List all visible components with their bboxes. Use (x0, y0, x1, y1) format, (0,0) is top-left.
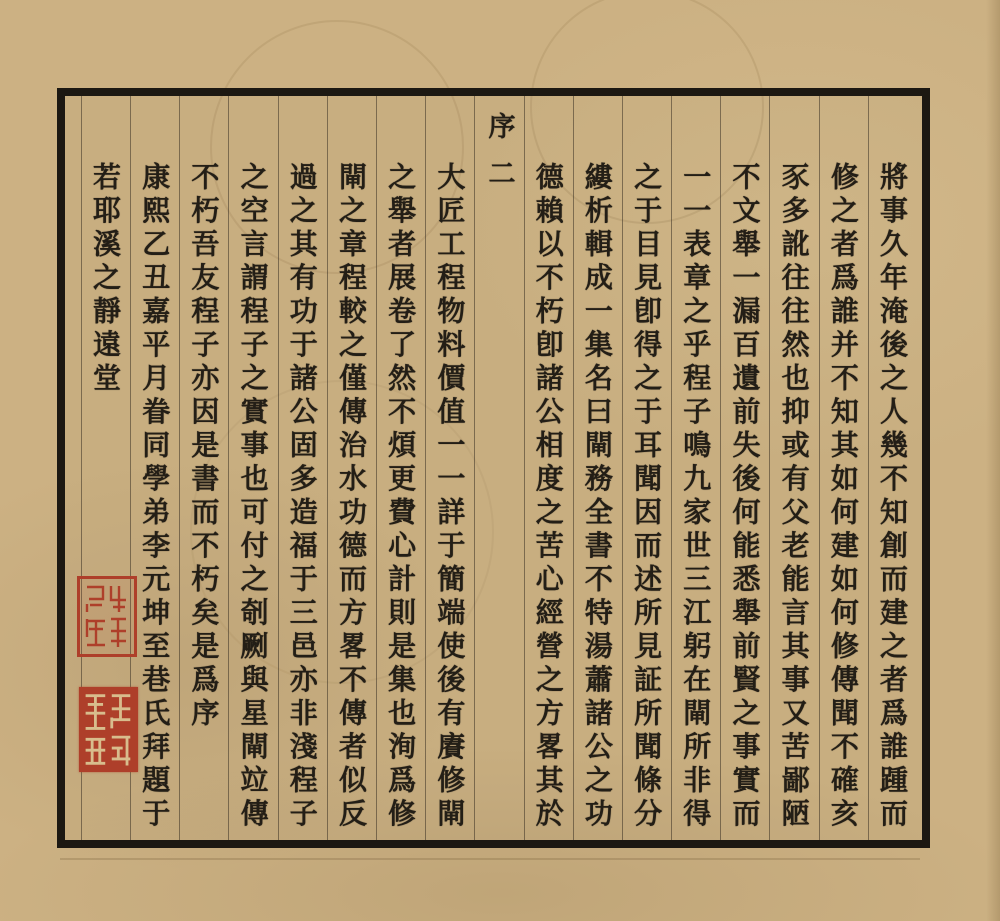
text-column-2: 修之者爲誰并不知其如何建如何修傳聞不確亥 (819, 96, 868, 840)
studio-column: 若耶溪之靜遠堂 (81, 96, 130, 840)
seal-stamp-lower (79, 687, 138, 772)
text-column-3: 豕多訛往往然也抑或有父老能言其事又苦鄙陋 (769, 96, 818, 840)
seal-glyphs (80, 579, 134, 654)
text-column-11: 閘之章程較之僅傳治水功德而方畧不傳者似反 (327, 96, 376, 840)
seal-stamp-upper (77, 576, 137, 657)
text-column-1: 將事久年淹後之人幾不知創而建之者爲誰踵而 (868, 96, 917, 840)
page-header-column (474, 96, 523, 840)
text-column-8: 德賴以不朽卽諸公相度之苦心經營之方畧其於 (524, 96, 573, 840)
text-column-10: 之舉者展卷了然不煩更費心計則是集也洵爲修 (376, 96, 425, 840)
paper-crease (60, 858, 920, 860)
text-columns (65, 96, 922, 840)
signature-column: 康熙乙丑嘉平月眷同學弟李元坤至巷氏拜題于 (130, 96, 179, 840)
seal-glyphs (79, 687, 138, 772)
text-column-14: 不朽吾友程子亦因是書而不朽矣是爲序 (179, 96, 228, 840)
text-column-5: 一一表章之乎程子鳴九家世三江躬在閘所非得 (671, 96, 720, 840)
text-column-4: 不文舉一漏百遺前失後何能悉舉前賢之事實而 (720, 96, 769, 840)
text-column-12: 過之其有功于諸公固多造福于三邑亦非淺程子 (278, 96, 327, 840)
text-column-6: 之于目見卽得之于耳聞因而述所見証所聞條分 (622, 96, 671, 840)
page-number: 二 (483, 158, 515, 191)
text-column-13: 之空言謂程子之實事也可付之剞劂與星閘竝傳 (228, 96, 277, 840)
text-column-7: 縷析輯成一集名曰閘務全書不特湯蕭諸公之功 (573, 96, 622, 840)
text-column-9: 大匠工程物料價值一一詳于簡端使後有賡修閘 (425, 96, 474, 840)
section-title: 序 (483, 112, 515, 145)
text-frame (57, 88, 930, 848)
page-edge-shadow (986, 0, 1000, 921)
